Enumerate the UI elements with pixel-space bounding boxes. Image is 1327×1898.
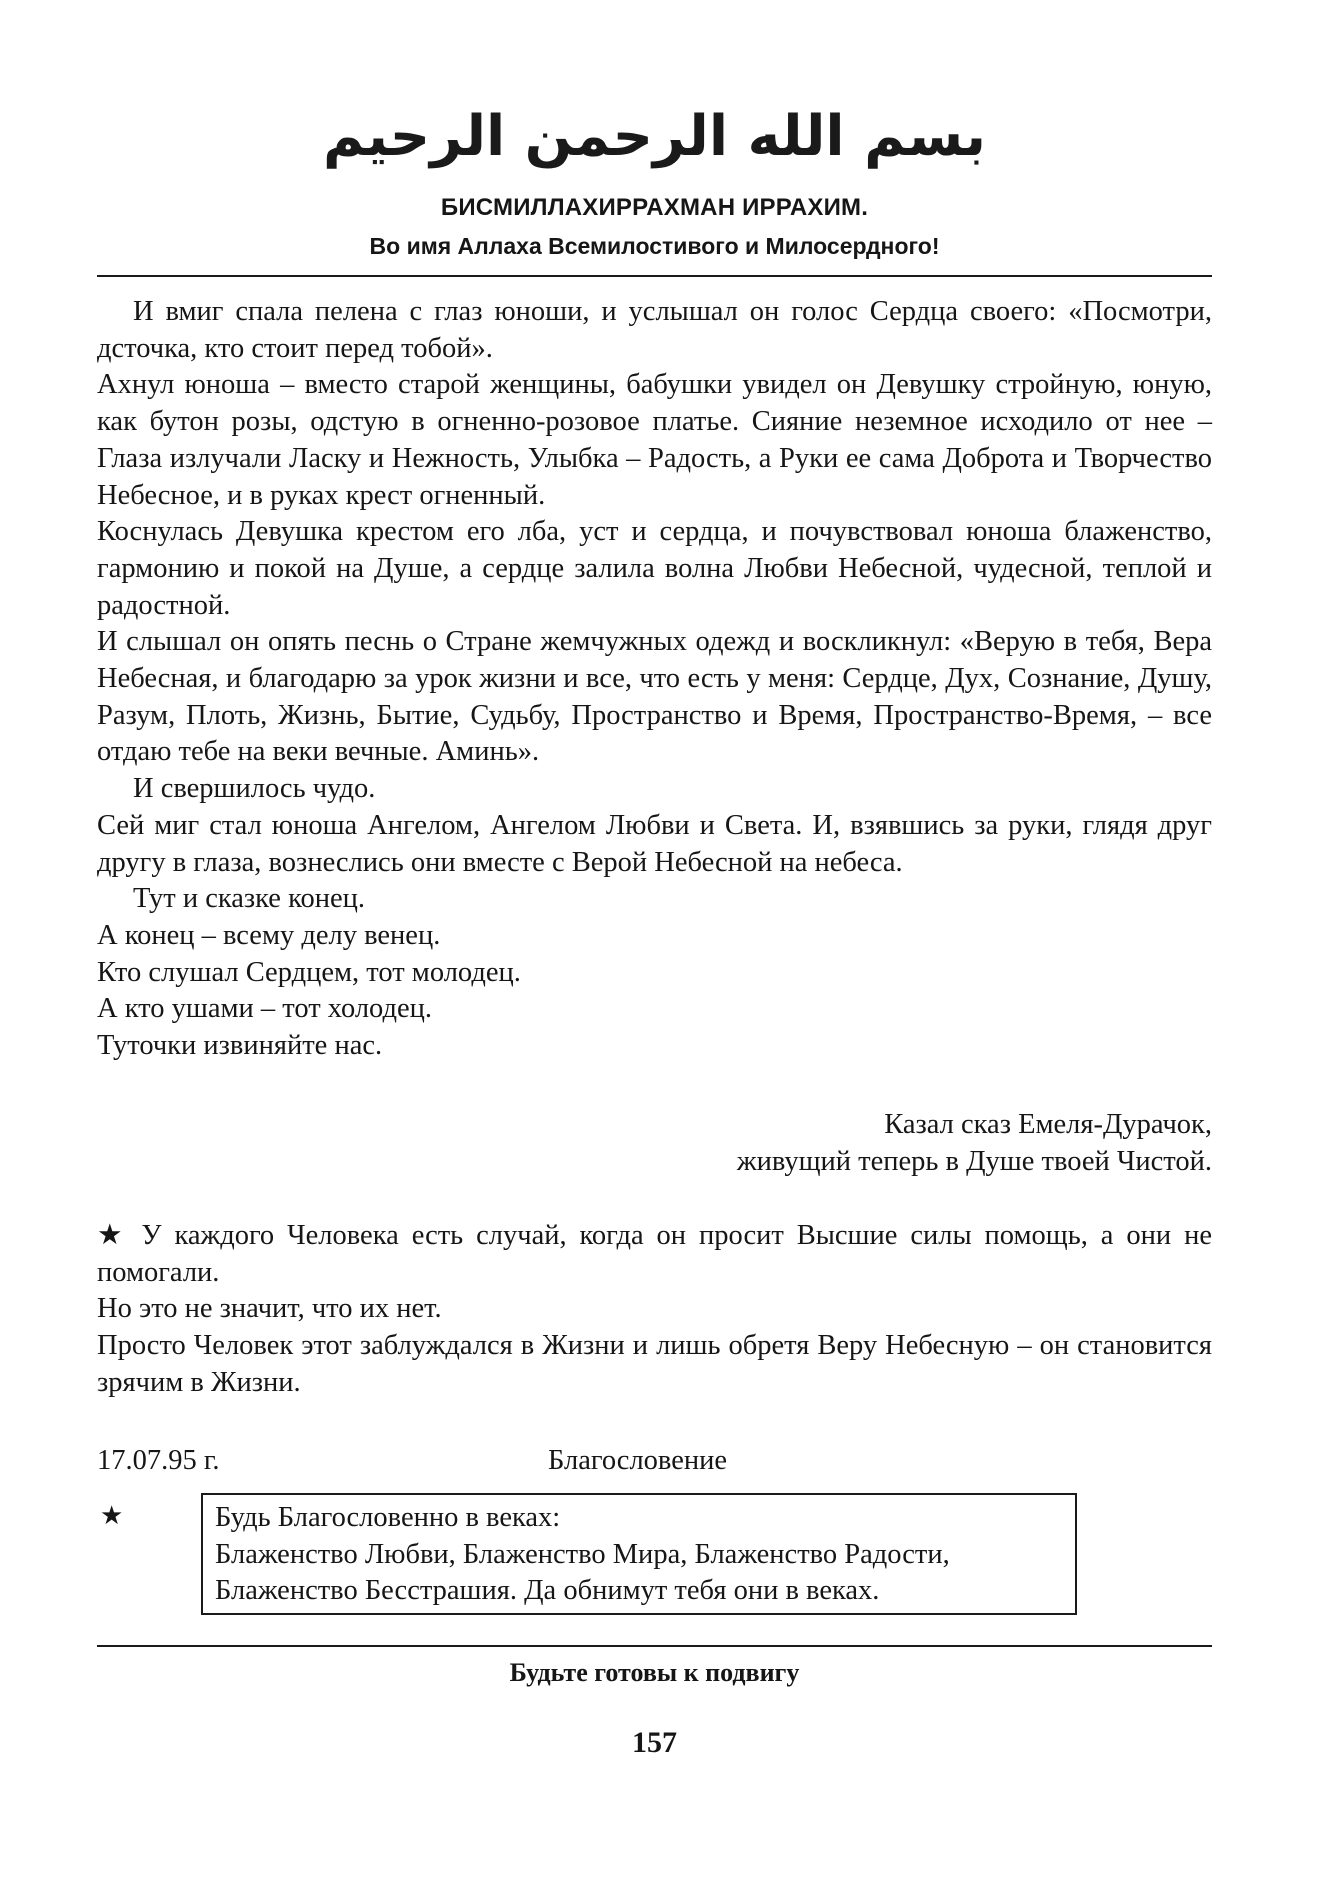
blessing-line: Блаженство Бесстрашия. Да обнимут тебя они в веках. (215, 1575, 880, 1606)
header-divider (97, 275, 1212, 277)
page-header (97, 95, 1212, 261)
entry-title: Благословение (548, 1445, 728, 1476)
blessing-line: Блаженство Любви, Блаженство Мира, Блаженство Радости, (215, 1538, 950, 1570)
blessing-box (201, 1493, 1077, 1615)
story-text (97, 294, 1212, 1065)
story-paragraph: Кто слушал Сердцем, тот молодец. (97, 956, 521, 988)
signature-line: Казал сказ Емеля-Дурачок, (884, 1109, 1212, 1140)
story-paragraph: Коснулась Девушка крестом его лба, уст и сердца, и почувствовал юноша блаженство, гармонию и покой на Душе, а сердце залила волна Любви Небесной, чудесной, теплой и радостной. (97, 516, 1212, 621)
arabic-calligraphy (97, 95, 1212, 175)
header-title: БИСМИЛЛАХИРРАХМАН ИРРАХИМ. (440, 194, 869, 221)
story-paragraph: Ахнул юноша – вместо старой женщины, бабушки увидел он Девушку стройную, юную, как бутон розы, одстую в огненно-розовое платье. Сияние неземное исходило от нее – Глаза излучали Ласку и Нежность, Улыбка – Радость, а Руки ее сама Доброта и Творчество Небесное, и в руках крест огненный. (97, 369, 1212, 511)
note-line (97, 1218, 1212, 1291)
story-paragraph: А конец – всему делу венец. (97, 919, 441, 951)
story-paragraph: Туточки извиняйте нас. (97, 1030, 383, 1062)
calligraphy-text: بسم الله الرحمن الرحيم (322, 104, 986, 169)
note-line: Но это не значит, что их нет. (97, 1293, 442, 1325)
story-paragraph: И свершилось чудо. (133, 773, 376, 805)
note-line: Просто Человек этот заблуждался в Жизни и лишь обретя Веру Небесную – он становится зрячим в Жизни. (97, 1330, 1212, 1398)
entry-date: 17.07.95 г. (97, 1445, 220, 1476)
story-signature (97, 1106, 1212, 1180)
story-paragraph: И слышал он опять песнь о Стране жемчужных одежд и воскликнул: «Верую в тебя, Вера Небесная, и благодарю за урок жизни и все, что есть у меня: Сердце, Дух, Сознание, Душу, Разум, Плоть, Жизнь, Бытие, Судьбу, Пространство и Время, Пространство-Время, – все отдаю тебе на веки вечные. Аминь». (97, 626, 1212, 768)
note-block (97, 1218, 1212, 1402)
story-paragraph: Тут и сказке конец. (133, 883, 366, 915)
header-subtitle: Во имя Аллаха Всемилостивого и Милосердного! (369, 233, 940, 259)
footer-motto: Будьте готовы к подвигу (509, 1658, 800, 1687)
story-paragraph: И вмиг спала пелена с глаз юноши, и услышал он голос Сердца своего: «Посмотри, дсточка, кто стоит перед тобой». (97, 296, 1212, 364)
story-paragraph: А кто ушами – тот холодец. (97, 993, 433, 1025)
star-icon: ★ (97, 1220, 129, 1251)
blessing-line: Будь Благословенно в веках: (215, 1502, 561, 1533)
story-paragraph: Сей миг стал юноша Ангелом, Ангелом Любви и Света. И, взявшись за руки, глядя друг другу в глаза, вознеслись они вместе с Верой Небесной на небеса. (97, 809, 1212, 878)
signature-line: живущий теперь в Душе твоей Чистой. (736, 1146, 1212, 1177)
star-icon: ★ (100, 1501, 124, 1530)
page-number: 157 (632, 1726, 677, 1759)
note-text: У каждого Человека есть случай, когда он просит Высшие силы помощь, а они не помогали. (97, 1220, 1212, 1288)
footer-divider (97, 1645, 1212, 1647)
